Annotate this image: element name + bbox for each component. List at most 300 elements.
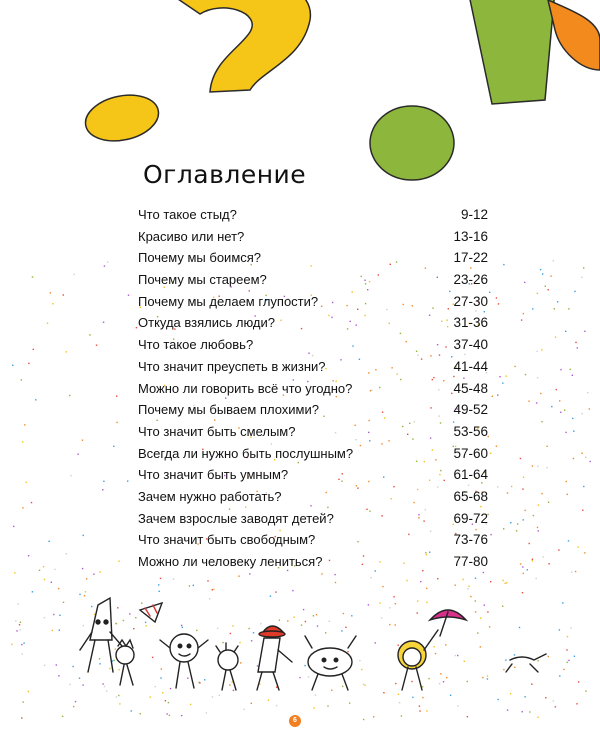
toc-entry[interactable] bbox=[138, 337, 488, 359]
confetti-dot bbox=[582, 510, 583, 511]
confetti-dot bbox=[419, 705, 420, 706]
confetti-dot bbox=[537, 660, 538, 661]
confetti-dot bbox=[253, 632, 254, 633]
confetti-dot bbox=[22, 441, 23, 442]
confetti-dot bbox=[189, 585, 190, 586]
confetti-dot bbox=[204, 679, 205, 680]
confetti-dot bbox=[497, 394, 498, 395]
confetti-dot bbox=[21, 717, 22, 718]
confetti-dot bbox=[207, 580, 208, 581]
confetti-dot bbox=[69, 395, 70, 396]
confetti-dot bbox=[75, 701, 76, 702]
confetti-dot bbox=[301, 624, 302, 625]
confetti-dot bbox=[412, 697, 413, 698]
confetti-dot bbox=[73, 706, 74, 707]
confetti-dot bbox=[537, 717, 538, 718]
confetti-dot bbox=[84, 595, 85, 596]
confetti-dot bbox=[313, 707, 314, 708]
confetti-dot bbox=[497, 486, 498, 487]
confetti-dot bbox=[558, 549, 559, 550]
toc-entry[interactable] bbox=[138, 446, 488, 468]
confetti-dot bbox=[524, 696, 525, 697]
confetti-dot bbox=[335, 582, 336, 583]
confetti-dot bbox=[26, 482, 27, 483]
toc-entry-pages: 27-30 bbox=[453, 293, 488, 309]
confetti-dot bbox=[187, 678, 188, 679]
confetti-dot bbox=[181, 715, 182, 716]
confetti-dot bbox=[506, 582, 507, 583]
toc-entry[interactable] bbox=[138, 532, 488, 554]
confetti-dot bbox=[59, 630, 60, 631]
confetti-dot bbox=[531, 684, 532, 685]
confetti-dot bbox=[118, 561, 119, 562]
confetti-dot bbox=[361, 669, 362, 670]
confetti-dot bbox=[331, 690, 332, 691]
confetti-dot bbox=[23, 701, 24, 702]
toc-entry[interactable] bbox=[138, 250, 488, 272]
confetti-dot bbox=[257, 665, 258, 666]
confetti-dot bbox=[103, 322, 104, 323]
confetti-dot bbox=[487, 611, 488, 612]
toc-entry-title: Зачем нужно работать? bbox=[138, 488, 282, 504]
confetti-dot bbox=[406, 580, 407, 581]
confetti-dot bbox=[572, 375, 573, 376]
confetti-dot bbox=[66, 553, 67, 554]
confetti-dot bbox=[181, 625, 182, 626]
confetti-dot bbox=[565, 432, 566, 433]
confetti-dot bbox=[116, 422, 117, 423]
confetti-dot bbox=[426, 710, 427, 711]
confetti-dot bbox=[487, 675, 488, 676]
confetti-dot bbox=[582, 413, 583, 414]
confetti-dot bbox=[467, 716, 468, 717]
toc-entry[interactable] bbox=[138, 229, 488, 251]
confetti-dot bbox=[152, 657, 153, 658]
confetti-dot bbox=[159, 591, 160, 592]
confetti-dot bbox=[559, 400, 560, 401]
confetti-dot bbox=[428, 678, 429, 679]
confetti-dot bbox=[86, 578, 87, 579]
confetti-dot bbox=[260, 623, 261, 624]
confetti-dot bbox=[379, 602, 380, 603]
toc-entry-pages: 61-64 bbox=[453, 467, 488, 483]
confetti-dot bbox=[51, 582, 52, 583]
confetti-dot bbox=[517, 523, 518, 524]
confetti-dot bbox=[127, 480, 128, 481]
confetti-dot bbox=[212, 696, 213, 697]
confetti-dot bbox=[475, 600, 476, 601]
toc-entry-title: Что значит быть свободным? bbox=[138, 532, 316, 548]
toc-entry-title: Всегда ли нужно быть послушным? bbox=[138, 445, 354, 461]
confetti-dot bbox=[161, 668, 162, 669]
confetti-dot bbox=[363, 719, 364, 720]
confetti-dot bbox=[135, 617, 136, 618]
confetti-dot bbox=[559, 675, 560, 676]
toc-entry-pages: 9-12 bbox=[460, 207, 488, 222]
confetti-dot bbox=[102, 489, 103, 490]
confetti-dot bbox=[94, 614, 95, 615]
confetti-dot bbox=[83, 535, 84, 536]
confetti-dot bbox=[499, 376, 500, 377]
confetti-dot bbox=[572, 418, 573, 419]
confetti-dot bbox=[553, 260, 554, 261]
confetti-dot bbox=[21, 644, 22, 645]
confetti-dot bbox=[104, 265, 105, 266]
confetti-dot bbox=[82, 568, 83, 569]
confetti-dot bbox=[345, 627, 346, 628]
confetti-dot bbox=[541, 421, 542, 422]
confetti-dot bbox=[315, 694, 316, 695]
toc-entry-title: Почему мы делаем глупости? bbox=[138, 293, 319, 309]
toc-entry-pages: 53-56 bbox=[453, 423, 488, 439]
confetti-dot bbox=[96, 345, 97, 346]
confetti-dot bbox=[359, 660, 360, 661]
toc-entry[interactable] bbox=[138, 402, 488, 424]
confetti-dot bbox=[317, 625, 318, 626]
confetti-dot bbox=[33, 349, 34, 350]
confetti-dot bbox=[116, 623, 117, 624]
confetti-dot bbox=[522, 488, 523, 489]
confetti-dot bbox=[24, 424, 25, 425]
confetti-dot bbox=[510, 522, 511, 523]
confetti-dot bbox=[585, 690, 586, 691]
confetti-dot bbox=[59, 615, 60, 616]
confetti-dot bbox=[44, 579, 45, 580]
confetti-dot bbox=[113, 446, 114, 447]
confetti-dot bbox=[435, 653, 436, 654]
confetti-dot bbox=[251, 640, 252, 641]
confetti-dot bbox=[173, 578, 174, 579]
confetti-dot bbox=[238, 576, 239, 577]
confetti-dot bbox=[145, 622, 146, 623]
confetti-dot bbox=[199, 682, 200, 683]
confetti-dot bbox=[28, 555, 29, 556]
confetti-dot bbox=[457, 655, 458, 656]
confetti-dot bbox=[537, 466, 538, 467]
toc-entry[interactable] bbox=[138, 381, 488, 403]
toc-entry[interactable] bbox=[138, 315, 488, 337]
confetti-dot bbox=[20, 622, 21, 623]
confetti-dot bbox=[437, 578, 438, 579]
confetti-dot bbox=[475, 611, 476, 612]
confetti-dot bbox=[129, 613, 130, 614]
toc-entry-title: Что значит быть умным? bbox=[138, 467, 289, 483]
confetti-dot bbox=[14, 572, 15, 573]
confetti-dot bbox=[570, 369, 571, 370]
confetti-dot bbox=[574, 291, 575, 292]
confetti-dot bbox=[19, 624, 20, 625]
confetti-dot bbox=[555, 706, 556, 707]
confetti-dot bbox=[568, 308, 569, 309]
confetti-dot bbox=[503, 669, 504, 670]
toc-entry-title: Красиво или нет? bbox=[138, 228, 245, 244]
toc-entry-pages: 77-80 bbox=[453, 554, 488, 569]
confetti-dot bbox=[11, 644, 12, 645]
confetti-dot bbox=[440, 673, 441, 674]
confetti-dot bbox=[325, 632, 326, 633]
confetti-dot bbox=[417, 612, 418, 613]
confetti-dot bbox=[529, 543, 530, 544]
confetti-dot bbox=[69, 684, 70, 685]
confetti-dot bbox=[570, 627, 571, 628]
confetti-dot bbox=[70, 475, 71, 476]
confetti-dot bbox=[44, 617, 45, 618]
confetti-dot bbox=[562, 602, 563, 603]
confetti-dot bbox=[343, 613, 344, 614]
confetti-dot bbox=[529, 711, 530, 712]
toc-entry[interactable] bbox=[138, 511, 488, 533]
confetti-dot bbox=[503, 264, 504, 265]
confetti-dot bbox=[464, 661, 465, 662]
confetti-dot bbox=[527, 569, 528, 570]
confetti-dot bbox=[275, 591, 276, 592]
confetti-dot bbox=[506, 375, 507, 376]
confetti-dot bbox=[305, 621, 306, 622]
confetti-dot bbox=[470, 596, 471, 597]
confetti-dot bbox=[585, 457, 586, 458]
confetti-dot bbox=[520, 458, 521, 459]
confetti-dot bbox=[565, 331, 566, 332]
confetti-dot bbox=[434, 646, 435, 647]
confetti-dot bbox=[541, 349, 542, 350]
confetti-dot bbox=[158, 584, 159, 585]
confetti-dot bbox=[169, 715, 170, 716]
confetti-dot bbox=[426, 602, 427, 603]
confetti-dot bbox=[389, 607, 390, 608]
confetti-dot bbox=[351, 615, 352, 616]
confetti-dot bbox=[93, 574, 94, 575]
confetti-dot bbox=[106, 690, 107, 691]
confetti-dot bbox=[82, 440, 83, 441]
confetti-dot bbox=[510, 693, 511, 694]
confetti-dot bbox=[489, 626, 490, 627]
confetti-dot bbox=[462, 579, 463, 580]
confetti-dot bbox=[213, 589, 214, 590]
confetti-dot bbox=[553, 700, 554, 701]
confetti-dot bbox=[383, 692, 384, 693]
confetti-dot bbox=[206, 712, 207, 713]
confetti-dot bbox=[522, 566, 523, 567]
confetti-dot bbox=[445, 644, 446, 645]
confetti-dot bbox=[532, 560, 533, 561]
toc-entry[interactable] bbox=[138, 467, 488, 489]
confetti-dot bbox=[505, 659, 506, 660]
confetti-dot bbox=[496, 446, 497, 447]
confetti-dot bbox=[480, 646, 481, 647]
confetti-dot bbox=[548, 502, 549, 503]
confetti-dot bbox=[190, 704, 191, 705]
confetti-dot bbox=[564, 410, 565, 411]
confetti-dot bbox=[28, 691, 29, 692]
toc-entry-title: Почему мы бываем плохими? bbox=[138, 402, 319, 418]
confetti-dot bbox=[587, 392, 588, 393]
confetti-dot bbox=[393, 596, 394, 597]
confetti-dot bbox=[113, 660, 114, 661]
confetti-dot bbox=[568, 660, 569, 661]
confetti-dot bbox=[536, 402, 537, 403]
confetti-dot bbox=[575, 342, 576, 343]
confetti-dot bbox=[523, 313, 524, 314]
confetti-dot bbox=[118, 695, 119, 696]
confetti-dot bbox=[541, 493, 542, 494]
confetti-dot bbox=[136, 327, 137, 328]
confetti-dot bbox=[516, 530, 517, 531]
confetti-dot bbox=[560, 412, 561, 413]
confetti-dot bbox=[490, 453, 491, 454]
confetti-dot bbox=[540, 269, 541, 270]
confetti-dot bbox=[550, 276, 551, 277]
confetti-dot bbox=[548, 563, 549, 564]
confetti-dot bbox=[395, 624, 396, 625]
confetti-dot bbox=[54, 569, 55, 570]
confetti-dot bbox=[545, 697, 546, 698]
confetti-dot bbox=[540, 393, 541, 394]
confetti-dot bbox=[455, 655, 456, 656]
confetti-dot bbox=[568, 540, 569, 541]
confetti-dot bbox=[556, 389, 557, 390]
confetti-dot bbox=[490, 534, 491, 535]
confetti-dot bbox=[567, 636, 568, 637]
toc-entry-pages: 73-76 bbox=[453, 532, 488, 548]
confetti-dot bbox=[56, 664, 57, 665]
toc-entry[interactable] bbox=[138, 359, 488, 381]
confetti-dot bbox=[316, 614, 317, 615]
confetti-dot bbox=[573, 431, 574, 432]
confetti-dot bbox=[496, 297, 497, 298]
confetti-dot bbox=[382, 586, 383, 587]
confetti-dot bbox=[240, 662, 241, 663]
confetti-dot bbox=[182, 627, 183, 628]
toc-entry[interactable] bbox=[138, 489, 488, 511]
confetti-dot bbox=[219, 695, 220, 696]
question-mark-illustration bbox=[81, 0, 310, 147]
confetti-dot bbox=[422, 697, 423, 698]
confetti-dot bbox=[450, 695, 451, 696]
confetti-dot bbox=[23, 642, 24, 643]
confetti-dot bbox=[276, 705, 277, 706]
confetti-dot bbox=[584, 552, 585, 553]
confetti-dot bbox=[140, 713, 141, 714]
confetti-dot bbox=[589, 408, 590, 409]
toc-entry-title: Что значит быть смелым? bbox=[138, 423, 296, 439]
confetti-dot bbox=[222, 642, 223, 643]
confetti-dot bbox=[532, 559, 533, 560]
confetti-dot bbox=[368, 604, 369, 605]
confetti-dot bbox=[35, 399, 36, 400]
confetti-dot bbox=[548, 289, 549, 290]
confetti-dot bbox=[363, 684, 364, 685]
confetti-dot bbox=[545, 286, 546, 287]
toc-entry[interactable] bbox=[138, 294, 488, 316]
toc-entry-pages: 45-48 bbox=[453, 380, 488, 396]
confetti-dot bbox=[66, 351, 67, 352]
confetti-dot bbox=[468, 586, 469, 587]
confetti-dot bbox=[150, 696, 151, 697]
confetti-dot bbox=[583, 267, 584, 268]
confetti-dot bbox=[168, 702, 169, 703]
confetti-dot bbox=[555, 336, 556, 337]
confetti-dot bbox=[520, 563, 521, 564]
confetti-dot bbox=[567, 662, 568, 663]
confetti-dot bbox=[293, 617, 294, 618]
confetti-dot bbox=[577, 347, 578, 348]
confetti-dot bbox=[133, 628, 134, 629]
confetti-dot bbox=[22, 653, 23, 654]
confetti-dot bbox=[58, 588, 59, 589]
page-number-badge: 6 bbox=[289, 715, 301, 727]
toc-entry[interactable] bbox=[138, 272, 488, 294]
confetti-dot bbox=[229, 684, 230, 685]
confetti-dot bbox=[581, 277, 582, 278]
confetti-dot bbox=[327, 705, 328, 706]
confetti-dot bbox=[162, 692, 163, 693]
confetti-dot bbox=[349, 702, 350, 703]
confetti-dot bbox=[538, 504, 539, 505]
confetti-dot bbox=[116, 396, 117, 397]
confetti-dot bbox=[546, 446, 547, 447]
confetti-dot bbox=[537, 293, 538, 294]
confetti-dot bbox=[467, 588, 468, 589]
confetti-dot bbox=[477, 632, 478, 633]
confetti-dot bbox=[551, 406, 552, 407]
confetti-dot bbox=[43, 566, 44, 567]
confetti-dot bbox=[417, 600, 418, 601]
toc-entry-pages: 57-60 bbox=[453, 445, 488, 461]
confetti-dot bbox=[446, 677, 447, 678]
confetti-dot bbox=[91, 606, 92, 607]
confetti-dot bbox=[426, 588, 427, 589]
confetti-dot bbox=[567, 494, 568, 495]
toc-entry[interactable] bbox=[138, 554, 488, 576]
confetti-dot bbox=[522, 711, 523, 712]
confetti-dot bbox=[590, 461, 591, 462]
table-of-contents bbox=[138, 207, 488, 576]
confetti-dot bbox=[502, 382, 503, 383]
confetti-dot bbox=[232, 625, 233, 626]
confetti-dot bbox=[443, 681, 444, 682]
confetti-dot bbox=[480, 618, 481, 619]
confetti-dot bbox=[160, 578, 161, 579]
confetti-dot bbox=[525, 374, 526, 375]
confetti-dot bbox=[104, 686, 105, 687]
confetti-dot bbox=[233, 690, 234, 691]
confetti-dot bbox=[99, 571, 100, 572]
confetti-dot bbox=[502, 580, 503, 581]
confetti-dot bbox=[58, 675, 59, 676]
confetti-dot bbox=[115, 648, 116, 649]
confetti-dot bbox=[503, 528, 504, 529]
confetti-dot bbox=[32, 591, 33, 592]
confetti-dot bbox=[16, 630, 17, 631]
confetti-dot bbox=[533, 515, 534, 516]
toc-entry-pages: 41-44 bbox=[453, 358, 488, 374]
toc-entry[interactable] bbox=[138, 207, 488, 229]
confetti-dot bbox=[537, 377, 538, 378]
toc-entry-title: Откуда взялись люди? bbox=[138, 315, 276, 331]
confetti-dot bbox=[584, 331, 585, 332]
confetti-dot bbox=[401, 715, 402, 716]
confetti-dot bbox=[165, 700, 166, 701]
confetti-dot bbox=[532, 465, 533, 466]
confetti-dot bbox=[398, 645, 399, 646]
confetti-dot bbox=[304, 665, 305, 666]
confetti-dot bbox=[248, 628, 249, 629]
toc-entry[interactable] bbox=[138, 424, 488, 446]
confetti-dot bbox=[17, 603, 18, 604]
confetti-dot bbox=[398, 694, 399, 695]
confetti-dot bbox=[507, 709, 508, 710]
page-title: Оглавление bbox=[143, 160, 307, 189]
